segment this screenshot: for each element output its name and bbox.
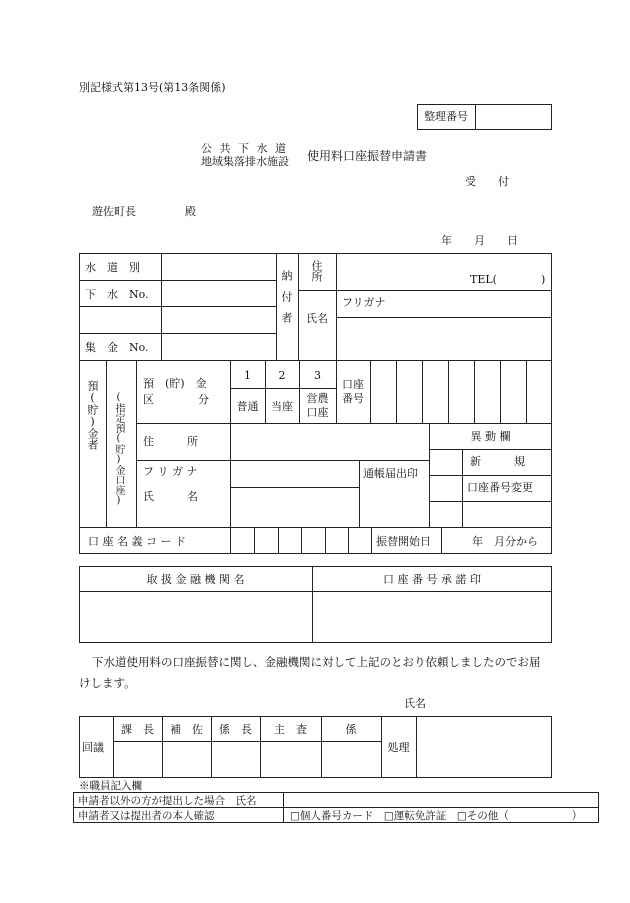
kubun-toza[interactable]: 当座 [271,400,293,413]
approval-kakaricho: 係 長 [219,723,252,736]
shimei2-label: 氏 名 [143,490,198,503]
id-check-options[interactable]: □個人番号カード □運転免許証 □その他（ ） [290,810,583,822]
henko-label[interactable]: 口座番号変更 [467,481,533,494]
koza-bango-label2: 番号 [342,392,364,405]
grid-line [230,527,231,554]
grid-line [336,317,552,318]
grid-line [278,527,279,554]
suido-label: 水 道 別 [85,261,140,274]
addressee: 遊佐町長 [92,205,136,218]
ido-ran-label: 異 動 欄 [470,430,511,443]
grid-line [230,360,231,527]
grid-line [500,360,501,423]
seiri-divider [475,104,476,130]
grid-line [276,253,277,360]
furikae-kaishi-label: 振替開始日 [376,535,431,548]
kubun-2-num: 2 [278,369,286,382]
form-number: 別記様式第13号(第13条関係) [79,81,226,94]
nen-tsuki-label: 年 月分から [472,535,538,548]
kubun-1-num: 1 [244,369,251,382]
seiri-label: 整理番号 [424,110,468,123]
grid-line [441,527,442,554]
grid-line [429,449,552,450]
kubun-futsu[interactable]: 普通 [236,400,259,413]
staff-row2-label: 申請者又は提出者の本人確認 [78,810,215,822]
grid-line [359,460,360,527]
grid-line [526,360,527,423]
furigana2-label: フ リ ガ ナ [143,465,198,478]
grid-line [79,591,552,592]
date-field: 年 月 日 [441,234,518,247]
grid-line [416,716,417,778]
kaigi-label: 回議 [82,741,104,754]
grid-line [298,253,299,360]
request-text-line2: けします。 [79,676,136,690]
jusho2-label: 住 所 [143,435,198,448]
koza-bango-label1: 口座 [342,378,364,391]
gesui-label: 下 水 No. [85,288,149,301]
grid-line [73,807,599,808]
dono: 殿 [185,205,196,218]
grid-line [136,360,137,527]
jusho-label: 住所 [310,260,323,282]
approval-kacho: 課 長 [121,723,154,736]
grid-line [396,360,397,423]
request-shimei: 氏名 [404,697,426,710]
meigi-code-label: 口 座 名 義 コ ー ド [88,535,186,548]
staff-row1-label: 申請者以外の方が提出した場合 氏名 [78,795,257,807]
grid-line [298,290,552,291]
bank-name-header: 取 扱 金 融 機 関 名 [146,573,245,586]
grid-line [336,253,337,360]
approval-hosa: 補 佐 [170,723,203,736]
shori-label: 処理 [387,741,410,754]
kubun-label2: 区 分 [143,393,209,406]
grid-line [370,360,371,423]
kubun-label1: 預 (貯) 金 [143,377,207,390]
kubun-3-num: 3 [314,369,321,382]
grid-line [230,388,336,389]
grid-line [371,527,372,554]
kubun-einou-1[interactable]: 営農 [306,392,329,405]
grid-line [448,360,449,423]
grid-line [79,280,276,281]
tel-field: TEL( ) [470,273,546,286]
grid-line [79,306,276,307]
grid-line [283,792,284,823]
grid-line [230,487,359,488]
grid-line [336,360,337,423]
shinki-label[interactable]: 新 規 [470,455,525,468]
grid-line [301,527,302,554]
grid-line [254,527,255,554]
grid-line [325,527,326,554]
yokinsha-label: 預(貯)金者 [86,380,99,450]
grid-line [348,527,349,554]
bank-consent-header: 口 座 番 号 承 諾 印 [383,573,481,586]
grid-line [79,360,552,361]
approval-kakari: 係 [345,723,357,736]
request-text-line1: 下水道使用料の口座振替に関し、金融機関に対して上記のとおり依頼しましたのでお届 [92,655,541,669]
title-line1: 公 共 下 水 道 [201,142,288,155]
staff-section-title: ※職員記入欄 [79,780,142,792]
shuraku-label: 集 金 No. [85,341,149,354]
grid-line [429,501,552,502]
grid-line [106,360,107,527]
grid-line [136,423,552,424]
grid-line [422,360,423,423]
tsucho-in-label: 通帳届出印 [363,467,418,480]
kubun-einou-2: 口座 [306,406,329,419]
grid-line [462,449,463,527]
grid-line [474,360,475,423]
furigana-label: フリガナ [342,296,386,309]
shimei-label: 氏名 [306,312,328,325]
grid-line [136,460,429,461]
title-line2: 地域集落排水施設 [201,155,289,168]
grid-line [429,475,552,476]
grid-line [79,333,276,334]
grid-line [79,527,552,528]
approval-shusa: 主 査 [274,723,307,736]
page-title: 使用料口座振替申請書 [307,149,428,163]
nofusha-label: 納付者 [280,270,293,333]
shitei-koza-label: (指定預(貯)金口座) [113,392,124,506]
uketsuke-label: 受 付 [465,175,509,188]
grid-line [113,741,381,742]
